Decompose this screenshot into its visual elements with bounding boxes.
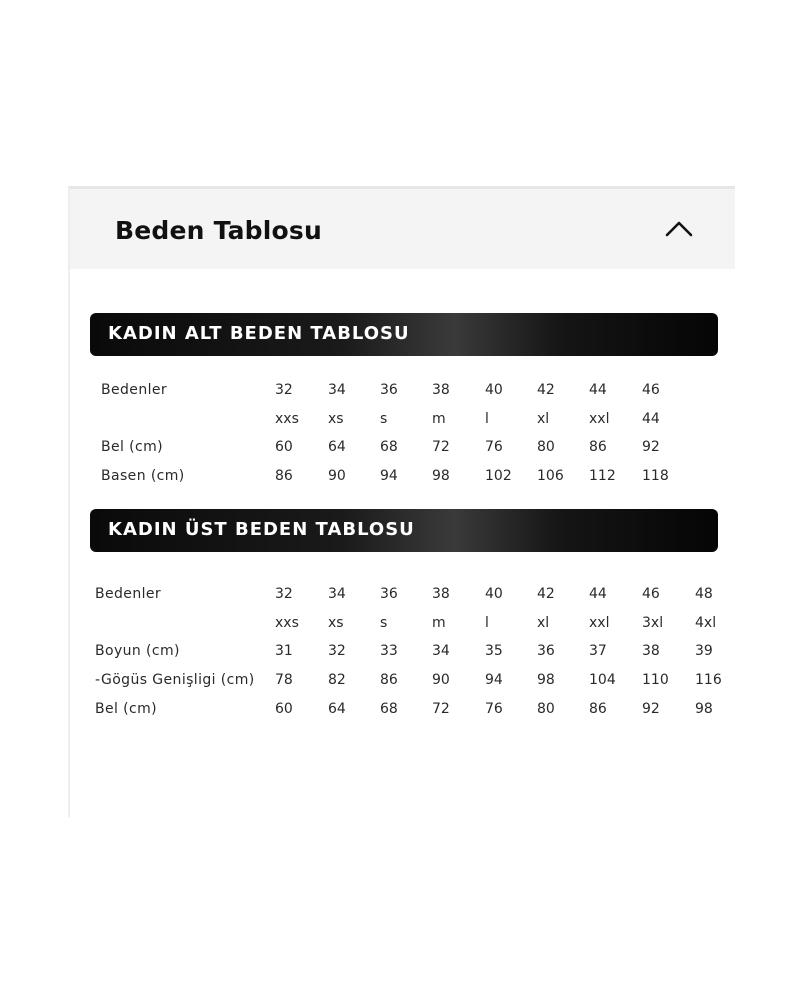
table-cell: xxl — [589, 614, 610, 631]
table-cell: 46 — [642, 382, 660, 398]
table-cell: 32 — [275, 586, 293, 602]
table-cell: 118 — [642, 468, 669, 485]
table-cell: xl — [537, 410, 550, 427]
table-cell: 82 — [328, 672, 346, 689]
table-cell: 34 — [432, 643, 450, 660]
table-cell: 31 — [275, 643, 293, 660]
table-cell: 38 — [432, 586, 450, 602]
table-cell: 72 — [432, 700, 450, 717]
table-cell: 64 — [328, 700, 346, 717]
table-cell: 92 — [642, 700, 660, 717]
table-cell: 86 — [275, 468, 293, 485]
table-cell: 35 — [485, 643, 503, 660]
row-label: Bel (cm) — [101, 439, 164, 456]
bottom-size-table-title: KADIN ALT BEDEN TABLOSU — [108, 323, 410, 344]
row-label: Bedenler — [95, 586, 162, 602]
table-cell: 44 — [589, 382, 607, 398]
table-cell: xs — [328, 410, 344, 427]
table-cell: 78 — [275, 672, 293, 689]
table-cell: 76 — [485, 700, 503, 717]
table-cell: 36 — [537, 643, 555, 660]
table-cell: 112 — [589, 468, 616, 485]
table-cell: 60 — [275, 439, 293, 456]
size-chart-panel — [68, 186, 735, 817]
table-cell: 40 — [485, 586, 503, 602]
table-cell: m — [432, 614, 446, 631]
table-cell: 80 — [537, 700, 555, 717]
table-cell: s — [380, 614, 388, 631]
table-cell: m — [432, 410, 446, 427]
table-cell: 33 — [380, 643, 398, 660]
table-cell: 37 — [589, 643, 607, 660]
table-cell: 34 — [328, 382, 346, 398]
table-cell: 36 — [380, 586, 398, 602]
table-cell: 86 — [380, 672, 398, 689]
table-cell: 32 — [275, 382, 293, 398]
table-cell: 44 — [589, 586, 607, 602]
table-cell: 40 — [485, 382, 503, 398]
table-cell: xxs — [275, 614, 299, 631]
table-cell: 76 — [485, 439, 503, 456]
table-cell: l — [485, 614, 489, 631]
table-cell: s — [380, 410, 388, 427]
table-cell: 38 — [432, 382, 450, 398]
table-cell: 106 — [537, 468, 564, 485]
table-cell: 116 — [695, 672, 722, 689]
table-cell: 86 — [589, 439, 607, 456]
table-cell: 64 — [328, 439, 346, 456]
table-cell: xxs — [275, 410, 299, 427]
table-cell: 60 — [275, 700, 293, 717]
table-cell: 94 — [380, 468, 398, 485]
row-label: -Gögüs Genişligi (cm) — [95, 672, 255, 689]
bottom-size-table-header — [90, 313, 718, 356]
accordion-header[interactable] — [70, 189, 735, 269]
table-cell: 46 — [642, 586, 660, 602]
top-size-table-title: KADIN ÜST BEDEN TABLOSU — [108, 519, 415, 540]
table-cell: 104 — [589, 672, 616, 689]
table-cell: 92 — [642, 439, 660, 456]
table-cell: 39 — [695, 643, 713, 660]
table-cell: 68 — [380, 439, 398, 456]
row-label: Bel (cm) — [95, 700, 158, 717]
table-cell: 3xl — [642, 614, 664, 631]
table-cell: 4xl — [695, 614, 717, 631]
table-cell: xs — [328, 614, 344, 631]
table-cell: 98 — [432, 468, 450, 485]
table-cell: 38 — [642, 643, 660, 660]
table-cell: 80 — [537, 439, 555, 456]
table-cell: 42 — [537, 586, 555, 602]
chevron-up-icon[interactable] — [665, 219, 693, 237]
table-cell: 86 — [589, 700, 607, 717]
table-cell: 90 — [432, 672, 450, 689]
table-cell: 102 — [485, 468, 512, 485]
row-label: Basen (cm) — [101, 468, 185, 485]
table-cell: 34 — [328, 586, 346, 602]
table-cell: 68 — [380, 700, 398, 717]
table-cell: xxl — [589, 410, 610, 427]
table-cell: 98 — [695, 700, 713, 717]
table-cell: 98 — [537, 672, 555, 689]
table-cell: 90 — [328, 468, 346, 485]
table-cell: 48 — [695, 586, 713, 602]
table-cell: 110 — [642, 672, 669, 689]
top-size-table-header — [90, 509, 718, 552]
row-label: Bedenler — [101, 382, 168, 398]
page-title: Beden Tablosu — [115, 216, 322, 245]
table-cell: 32 — [328, 643, 346, 660]
table-cell: 72 — [432, 439, 450, 456]
table-cell: 94 — [485, 672, 503, 689]
table-cell: 42 — [537, 382, 555, 398]
row-label: Boyun (cm) — [95, 643, 180, 660]
table-cell: xl — [537, 614, 550, 631]
table-cell: 44 — [642, 410, 660, 427]
table-cell: 36 — [380, 382, 398, 398]
table-cell: l — [485, 410, 489, 427]
